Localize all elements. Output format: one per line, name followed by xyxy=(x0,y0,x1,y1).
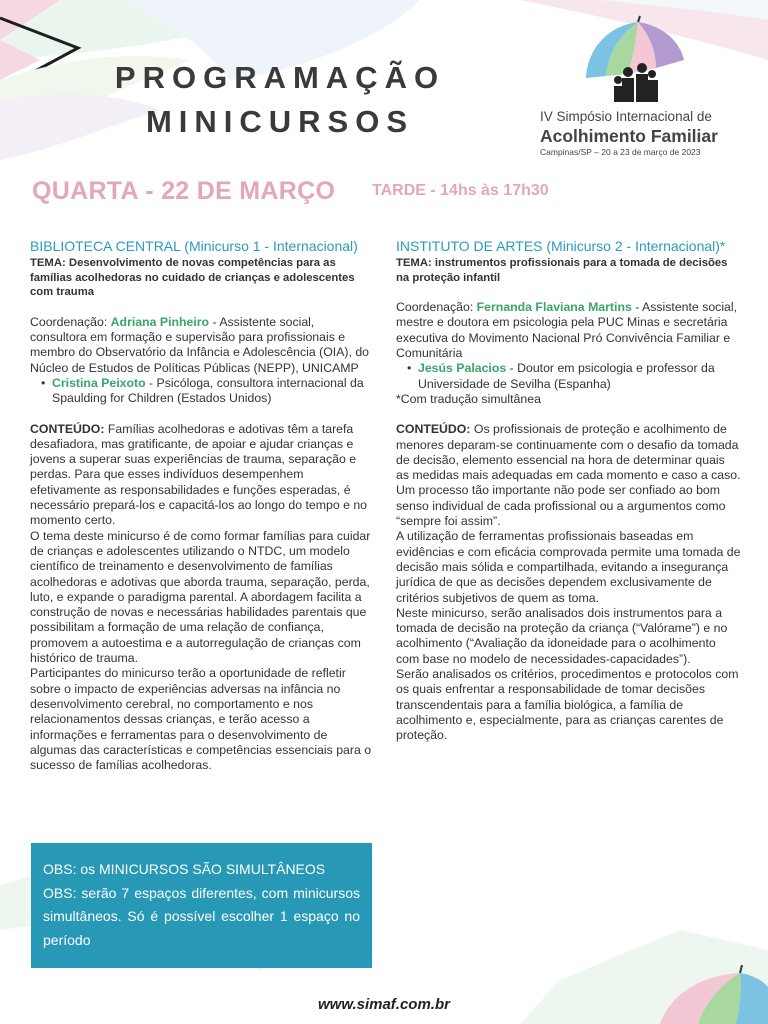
bullet-icon: • xyxy=(407,361,412,376)
minicurso-1-column xyxy=(30,238,373,773)
event-logo-name: Acolhimento Familiar xyxy=(540,126,718,146)
obs-box xyxy=(31,843,372,968)
minicurso-1-heading: BIBLIOTECA CENTRAL (Minicurso 1 - Internacional) xyxy=(30,238,358,254)
minicurso-2-column xyxy=(396,238,741,744)
event-logo-text xyxy=(540,108,740,158)
minicurso-2-paragraph-4: Serão analisados os critérios, procedimentos e protocolos com os quais enfrentar a responsabilidade de tomar decisões transcendentais para a família biológica, a família de acolhimento e, especialmente, para as crianças carentes de proteção. xyxy=(396,667,739,743)
page-title: PROGRAMAÇÃO xyxy=(114,60,446,95)
minicurso-2-paragraph-2: A utilização de ferramentas profissionais baseadas em evidências e com eficácia comprovada permite uma tomada de decisão mais sólida e compartilhada, evitando a insegurança jurídica de que as decisões dependem exclusivamente de critérios subjetivos de quem as toma. xyxy=(396,529,741,605)
obs-line-2: OBS: serão 7 espaços diferentes, com minicursos simultâneos. Só é possível escolher 1 espaço no período xyxy=(43,884,360,948)
minicurso-1-coordenacao: Coordenação: Adriana Pinheiro - Assistente social, consultora em formação e supervisão para profissionais e membro do Observatório da Infância e Adolescência (OIA), do Núcleo de Estudos de Políticas Públicas (NEPP), UNICAMP xyxy=(30,314,370,375)
bullet-icon: • xyxy=(41,375,46,390)
umbrella-corner-icon xyxy=(660,965,768,1024)
minicurso-1-conteudo: CONTEÚDO: Famílias acolhedoras e adotivas têm a tarefa desafiadora, mas gratificante, de apoiar e ajudar crianças e jovens a superar suas experiências de trauma, separação e perdas. Para que esses indivíduos desempenhem efetivamente as responsabilidades e funções esperadas, é necessário prepará-los e capacitá-los ao longo do tempo e no momento certo. xyxy=(30,421,368,528)
website-link[interactable]: www.simaf.com.br xyxy=(318,996,450,1013)
minicurso-1-paragraph-3: Participantes do minicurso terão a oportunidade de refletir sobre o impacto de experiências adversas na infância no desenvolvimento cerebral, no comportamento e nos relacionamentos dessas crianças, e terão acesso a informações e ferramentas para o desenvolvimento de algumas das características e competências essenciais para o sucesso de famílias acolhedoras. xyxy=(30,666,372,773)
minicurso-2-paragraph-3: Neste minicurso, serão analisados dois instrumentos para a tomada de decisão na proteção da criança (“Valórame”) e no acolhimento (“Avaliação da idoneidade para o acolhimento com base no modelo de necessidades-capacidades”). xyxy=(396,605,728,666)
umbrella-logo-icon xyxy=(578,8,688,108)
minicurso-2-tema: TEMA: instrumentos profissionais para a tomada de decisões na proteção infantil xyxy=(396,257,728,284)
translation-note: *Com tradução simultânea xyxy=(396,391,541,406)
minicurso-2-coordenacao: Coordenação: Fernanda Flaviana Martins - Assistente social, mestre e doutora em psicologia pela PUC Minas e secretária executiva do Movimento Nacional Pró Convivência Familiar e Comunitária xyxy=(396,300,738,361)
coordinator-name: Fernanda Flaviana Martins xyxy=(476,300,632,315)
minicurso-1-speaker: • Cristina Peixoto - Psicóloga, consultora internacional da Spaulding for Children (Estados Unidos) xyxy=(41,375,364,406)
minicurso-2-speaker: • Jesús Palacios - Doutor em psicologia e professor da Universidade de Sevilha (Espanha) xyxy=(407,361,715,391)
speaker-name: Jesús Palacios xyxy=(418,361,507,376)
minicurso-2-conteudo: CONTEÚDO: Os profissionais de proteção e acolhimento de menores deparam-se continuamente com o desafio da tomada de decisão, elemento essencial na hora de determinar quais as medidas mais adequadas em cada momento e caso a caso. Um processo tão importante não pode ser confiado ao bom senso individual de cada profissional ou a argumentos como “sempre foi assim”. xyxy=(396,422,741,529)
event-logo-line1: IV Simpósio Internacional de xyxy=(540,109,712,124)
minicurso-1-paragraph-2: O tema deste minicurso é de como formar famílias para cuidar de crianças e adolescentes utilizando o NTDC, um modelo científico de treinamento e desenvolvimento de famílias acolhedoras e adotivas que aborda trauma, separação, perda, luto, e expande o paradigma parental. A abordagem facilita a construção de novas e necessárias habilidades parentais que possibilitam a formação de uma relação de confiança, promovem a autoestima e a autorregulação de crianças com histórico de trauma. xyxy=(30,528,371,666)
obs-line-1: OBS: os MINICURSOS SÃO SIMULTÂNEOS xyxy=(43,861,326,877)
minicurso-2-heading: INSTITUTO DE ARTES (Minicurso 2 - Internacional)* xyxy=(396,238,726,254)
minicurso-1-tema: TEMA: Desenvolvimento de novas competências para as famílias acolhedoras no cuidado de crianças e adolescentes com trauma xyxy=(30,257,355,299)
time-heading: TARDE - 14hs às 17h30 xyxy=(372,182,549,199)
speaker-name: Cristina Peixoto xyxy=(52,375,146,390)
event-logo-date: Campinas/SP – 20 a 23 de março de 2023 xyxy=(540,147,701,157)
day-heading: QUARTA - 22 DE MARÇO xyxy=(32,177,336,205)
page-subtitle: MINICURSOS xyxy=(145,104,415,139)
coordinator-name: Adriana Pinheiro xyxy=(110,314,210,329)
